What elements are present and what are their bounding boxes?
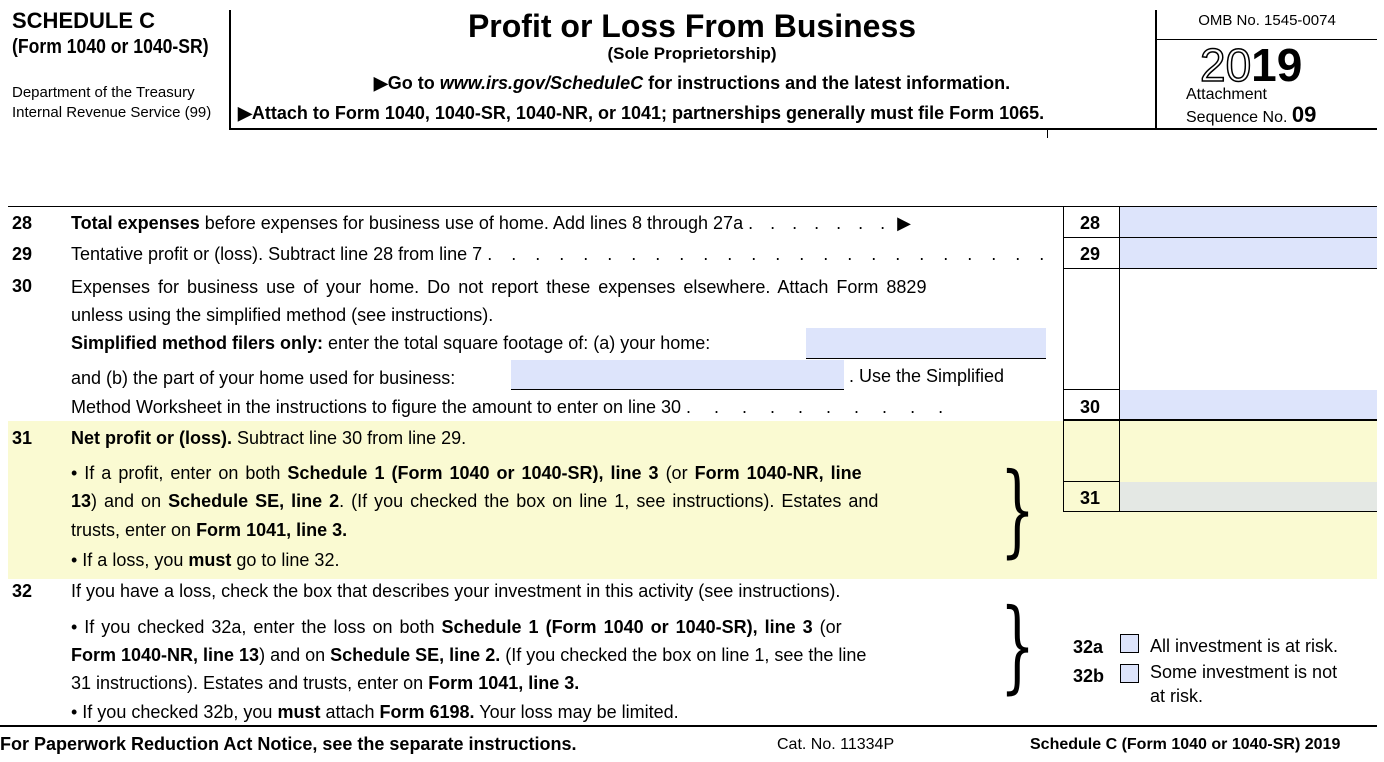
line-30-amount-field[interactable]: [1119, 390, 1377, 419]
checkbox-label-32a: 32a: [1073, 637, 1104, 657]
footer-form-reference: Schedule C (Form 1040 or 1040-SR) 2019: [1030, 736, 1341, 753]
checkbox-32a[interactable]: [1120, 634, 1139, 653]
line-30-simplified: Simplified method filers only: enter the total square footage of: (a) your home:: [71, 333, 711, 353]
catalog-number: Cat. No. 11334P: [777, 736, 895, 753]
header-divider-left: [229, 10, 231, 130]
checkbox-label-32b: 32b: [1073, 666, 1105, 686]
line-29-description: Tentative profit or (loss). Subtract line 28 from line 7 . . . . . . . . . . . . . . . . . . . . . . . .: [71, 244, 1052, 264]
line-30-text-2: unless using the simplified method (see instructions).: [71, 305, 494, 325]
home-square-footage-input[interactable]: [806, 328, 1046, 359]
arrow-right-icon: ▶: [238, 103, 252, 123]
paperwork-notice: For Paperwork Reduction Act Notice, see the separate instructions.: [0, 734, 577, 754]
arrow-right-icon: ▶: [897, 213, 911, 233]
line-30-use-simplified: . Use the Simplified: [849, 366, 1005, 386]
checkbox-32b[interactable]: [1120, 664, 1139, 683]
line-31-box-top: [1064, 481, 1120, 482]
line-32-bullet-a-2: Form 1040-NR, line 13) and on Schedule SE, line 2. (If you checked the box on line 1, see the line: [71, 645, 867, 665]
form-reference: (Form 1040 or 1040-SR): [12, 36, 209, 58]
box-label: 28: [1080, 213, 1101, 233]
right-brace-icon: }: [1000, 451, 1035, 568]
header-bottom-rule: [229, 128, 1377, 130]
line-32-text: If you have a loss, check the box that describes your investment in this activity (see instructions).: [71, 581, 841, 601]
line-28-description: Total expenses before expenses for business use of home. Add lines 8 through 27a . . . . . . . ▶: [71, 213, 911, 233]
form-title: Profit or Loss From Business: [467, 8, 917, 44]
box-column-left-rule: [1063, 206, 1064, 512]
footer-rule: [0, 725, 1377, 727]
right-brace-icon: }: [1000, 587, 1035, 704]
goto-instructions: ▶Go to www.irs.gov/ScheduleC for instructions and the latest information.: [373, 73, 1011, 93]
tax-year: 2019: [1200, 39, 1303, 91]
line-30-part-b: and (b) the part of your home used for business:: [71, 368, 456, 388]
omb-number: OMB No. 1545-0074: [1198, 12, 1336, 29]
checkbox-32a-text: All investment is at risk.: [1150, 636, 1339, 656]
line-32-bullet-a: • If you checked 32a, enter the loss on both Schedule 1 (Form 1040 or 1040-SR), line 3 (or: [71, 617, 842, 637]
line-32-bullet-a-3: 31 instructions). Estates and trusts, enter on Form 1041, line 3.: [71, 673, 580, 693]
line-30-box-top: [1064, 389, 1120, 390]
arrow-right-icon: ▶: [373, 73, 388, 93]
business-square-footage-input[interactable]: [511, 360, 844, 390]
checkbox-32b-text-2: at risk.: [1150, 686, 1204, 706]
attach-instructions: ▶Attach to Form 1040, 1040-SR, 1040-NR, or 1041; partnerships generally must file Form 1065.: [238, 103, 1045, 123]
line-30-worksheet: Method Worksheet in the instructions to figure the amount to enter on line 30 . . . . . . . . . .: [71, 397, 953, 417]
line-number: 31: [12, 428, 33, 448]
box-label: 29: [1080, 244, 1101, 264]
line-number: 28: [12, 213, 33, 233]
line-31-title: Net profit or (loss). Subtract line 30 from line 29.: [71, 428, 467, 448]
line-31-profit-bullet-2: 13) and on Schedule SE, line 2. (If you checked the box on line 1, see instructions). Estates and: [71, 491, 879, 511]
box-label: 31: [1080, 488, 1101, 508]
department-line: Department of the Treasury: [12, 84, 195, 101]
box-label: 30: [1080, 397, 1101, 417]
line-31-bottom-rule: [1064, 511, 1377, 512]
header-tick: [1047, 128, 1048, 138]
line-number: 29: [12, 244, 33, 264]
line-31-profit-bullet-3: trusts, enter on Form 1041, line 3.: [71, 520, 348, 540]
checkbox-32b-text-1: Some investment is not: [1150, 662, 1338, 682]
sequence-number: Sequence No. 09: [1186, 102, 1317, 127]
line-32-bullet-b: • If you checked 32b, you must attach Form 6198. Your loss may be limited.: [71, 702, 679, 722]
line-29-bottom-rule: [1064, 268, 1377, 269]
form-subtitle: (Sole Proprietorship): [607, 44, 777, 63]
line-31-amount-field[interactable]: [1119, 482, 1377, 511]
line-31-loss-bullet: • If a loss, you must go to line 32.: [71, 550, 340, 570]
line-30-text-1: Expenses for business use of your home. Do not report these expenses elsewhere. Attach Form 8829: [71, 277, 927, 297]
line-28-amount-field[interactable]: [1119, 207, 1377, 237]
line-number: 30: [12, 276, 33, 296]
irs-url-link[interactable]: www.irs.gov/ScheduleC: [439, 73, 644, 93]
line-31-profit-bullet: • If a profit, enter on both Schedule 1 (Form 1040 or 1040-SR), line 3 (or Form 1040-NR, line: [71, 463, 862, 483]
box-column-right-rule: [1119, 206, 1120, 512]
irs-line: Internal Revenue Service (99): [12, 104, 212, 121]
line-number: 32: [12, 581, 33, 601]
schedule-label: SCHEDULE C: [12, 8, 156, 33]
line-29-amount-field[interactable]: [1119, 238, 1377, 268]
attachment-label: Attachment: [1186, 86, 1267, 103]
